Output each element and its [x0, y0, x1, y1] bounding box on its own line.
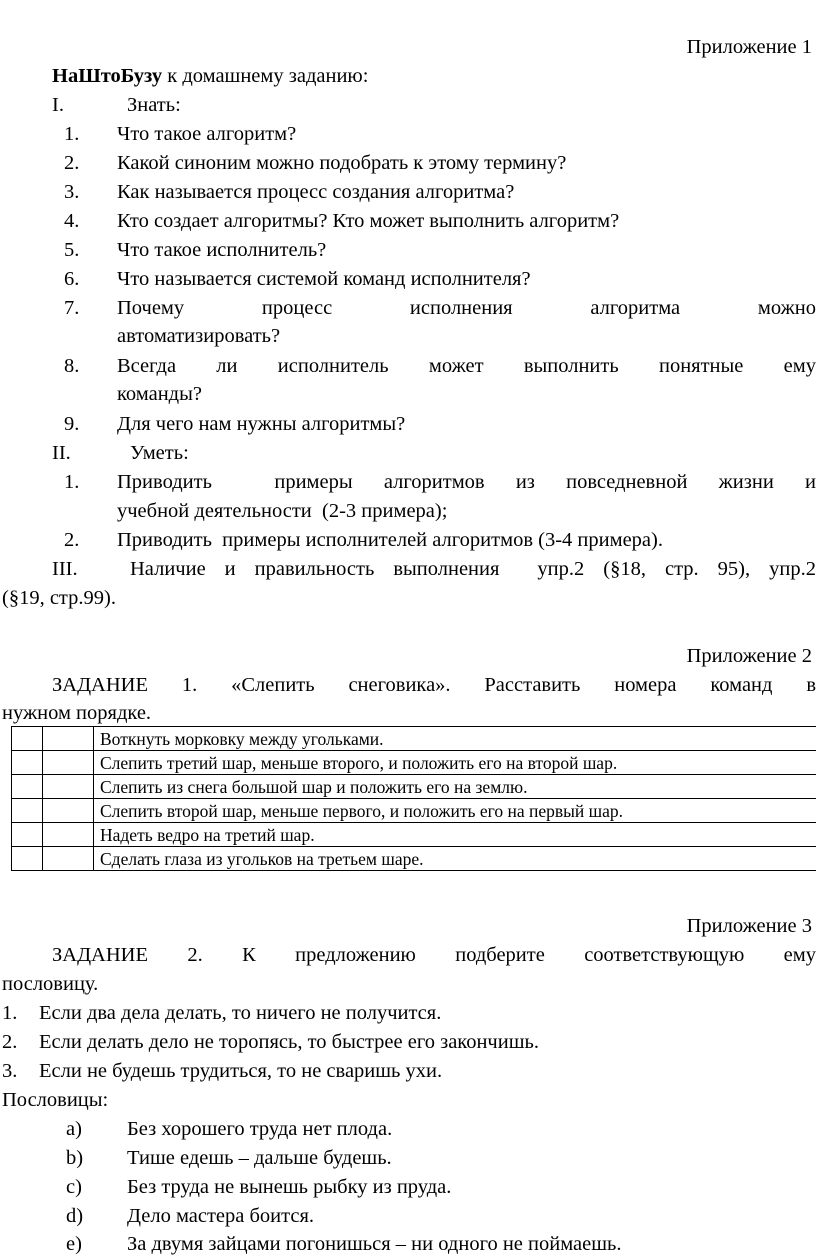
list-item: Без труда не вынешь рыбку из пруда. — [127, 1176, 452, 1198]
list-item-letter: d) — [66, 1205, 84, 1227]
list-item-line-1: Приводить примеры алгоритмов из повседневной жизни и — [117, 471, 816, 493]
list-item: Кто создает алгоритмы? Кто может выполнить алгоритм? — [117, 210, 620, 232]
list-item-number: 2. — [2, 1031, 18, 1053]
command-cell: Слепить из снега большой шар и положить его на землю. — [94, 775, 816, 799]
list-item-letter: b) — [66, 1147, 84, 1169]
section-3-number: III. — [52, 558, 78, 580]
list-item: Что называется системой команд исполнителя? — [117, 268, 531, 290]
table-row — [12, 823, 816, 847]
list-item-number: 1. — [2, 1002, 18, 1024]
list-item-number: 4. — [64, 210, 80, 232]
section-3-line-1: Наличие и правильность выполнения упр.2 (§18, стр. 95), упр.2 — [130, 558, 816, 580]
section-1-number: I. — [52, 94, 64, 116]
list-item: Если не будешь трудиться, то не сваришь ухи. — [39, 1060, 443, 1082]
table-row — [12, 727, 816, 751]
list-item: Что такое алгоритм? — [117, 123, 297, 145]
order-number-cell[interactable] — [12, 775, 43, 799]
homework-heading-bold: НаШтоБузу — [52, 65, 163, 87]
list-item-number: 6. — [64, 268, 80, 290]
list-item-line-2: команды? — [117, 383, 202, 405]
list-item-number: 7. — [64, 297, 80, 319]
list-item-line-2: учебной деятельности (2-3 примера); — [117, 500, 448, 522]
order-number-cell[interactable] — [12, 727, 43, 751]
table-row — [12, 847, 816, 871]
command-cell: Слепить третий шар, меньше второго, и положить его на второй шар. — [94, 751, 816, 775]
command-cell: Сделать глаза из угольков на третьем шаре. — [94, 847, 816, 871]
list-item: Как называется процесс создания алгоритма? — [117, 181, 515, 203]
task-1-line-1: ЗАДАНИЕ 1. «Слепить снеговика». Расставить номера команд в — [52, 674, 816, 696]
list-item: Приводить примеры исполнителей алгоритмов (3-4 примера). — [117, 529, 663, 551]
task-2-line-1: ЗАДАНИЕ 2. К предложению подберите соответствующую ему — [52, 944, 816, 966]
list-item: Если два дела делать, то ничего не получится. — [39, 1002, 442, 1024]
order-cell — [43, 823, 94, 847]
table-row — [12, 751, 816, 775]
section-2-title: Уметь: — [130, 442, 189, 464]
order-cell — [43, 751, 94, 775]
homework-heading — [52, 62, 368, 91]
appendix-2-label: Приложение 2 — [686, 645, 812, 667]
list-item-number: 1. — [64, 123, 80, 145]
list-item-letter: c) — [66, 1176, 82, 1198]
list-item-number: 5. — [64, 239, 80, 261]
order-cell — [43, 775, 94, 799]
list-item-line-2: автоматизировать? — [117, 325, 281, 347]
list-item: Для чего нам нужны алгоритмы? — [117, 413, 406, 435]
table-row — [12, 799, 816, 823]
commands-table — [11, 726, 816, 871]
task-2-line-2: пословицу. — [2, 973, 99, 995]
list-item: Что такое исполнитель? — [117, 239, 327, 261]
task-1-line-2: нужном порядке. — [2, 702, 152, 724]
list-item-number: 2. — [64, 529, 80, 551]
list-item-number: 2. — [64, 152, 80, 174]
list-item-letter: e) — [66, 1233, 82, 1255]
list-item: Без хорошего труда нет плода. — [127, 1118, 393, 1140]
command-cell: Слепить второй шар, меньше первого, и положить его на первый шар. — [94, 799, 816, 823]
order-cell — [43, 799, 94, 823]
order-cell — [43, 727, 94, 751]
list-item: Тише едешь – дальше будешь. — [127, 1147, 392, 1169]
list-item: За двумя зайцами погонишься – ни одного не поймаешь. — [127, 1233, 622, 1255]
section-2-number: II. — [52, 442, 71, 464]
list-item-number: 3. — [64, 181, 80, 203]
list-item-number: 3. — [2, 1060, 18, 1082]
proverbs-label: Пословицы: — [2, 1089, 109, 1111]
appendix-3-label: Приложение 3 — [686, 915, 812, 937]
order-number-cell[interactable] — [12, 823, 43, 847]
order-number-cell[interactable] — [12, 799, 43, 823]
homework-heading-rest: к домашнему заданию: — [162, 65, 369, 87]
order-number-cell[interactable] — [12, 847, 43, 871]
list-item: Дело мастера боится. — [127, 1205, 315, 1227]
order-number-cell[interactable] — [12, 751, 43, 775]
list-item-number: 1. — [64, 471, 80, 493]
list-item-number: 9. — [64, 413, 80, 435]
list-item: Если делать дело не торопясь, то быстрее его закончишь. — [39, 1031, 539, 1053]
list-item: Какой синоним можно подобрать к этому термину? — [117, 152, 567, 174]
list-item-number: 8. — [64, 355, 80, 377]
list-item-line-1: Всегда ли исполнитель может выполнить понятные ему — [117, 355, 816, 377]
list-item-letter: a) — [66, 1118, 82, 1140]
order-cell — [43, 847, 94, 871]
table-row — [12, 775, 816, 799]
section-3-line-2: (§19, стр.99). — [2, 587, 116, 609]
list-item-line-1: Почему процесс исполнения алгоритма можно — [117, 297, 816, 319]
command-cell: Воткнуть морковку между угольками. — [94, 727, 816, 751]
appendix-1-label: Приложение 1 — [686, 36, 812, 58]
command-cell: Надеть ведро на третий шар. — [94, 823, 816, 847]
section-1-title: Знать: — [127, 94, 181, 116]
